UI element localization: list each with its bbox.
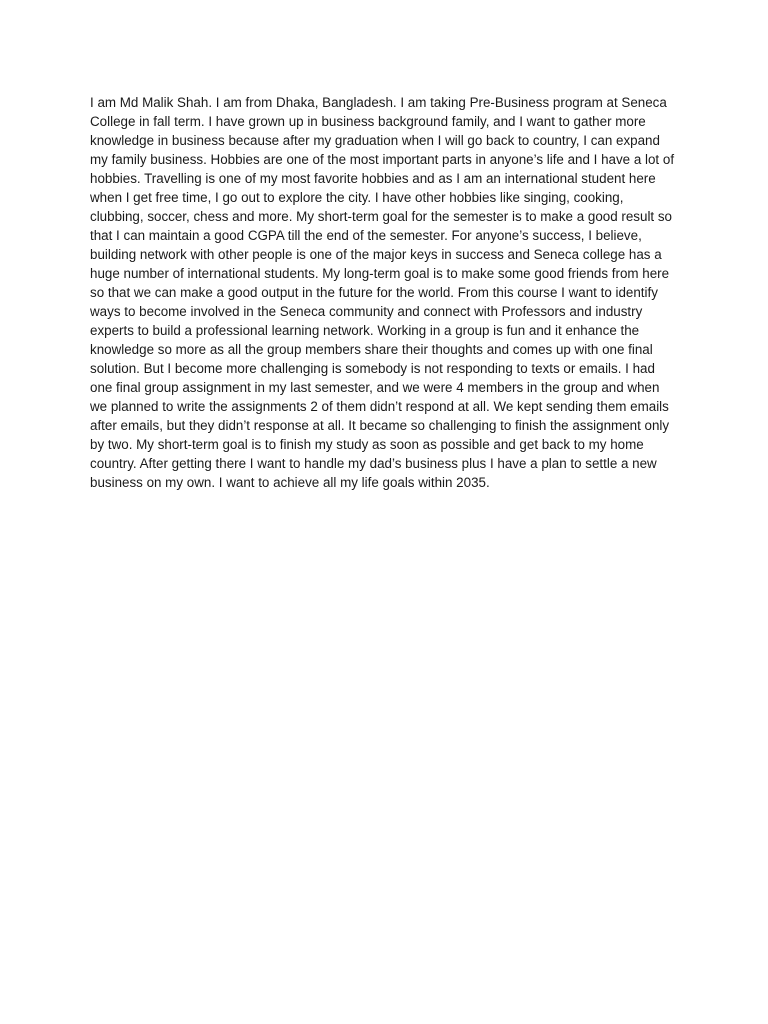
body-paragraph: I am Md Malik Shah. I am from Dhaka, Bangladesh. I am taking Pre-Business program at Seneca College in fall term. I have grown up in business background family, and I want to gather more knowledge in business because after my graduation when I will go back to country, I can expand my family business. Hobbies are one of the most important parts in anyone’s life and I have a lot of hobbies. Travelling is one of my most favorite hobbies and as I am an international student here when I get free time, I go out to explore the city. I have other hobbies like singing, cooking, clubbing, soccer, chess and more. My short-term goal for the semester is to make a good result so that I can maintain a good CGPA till the end of the semester. For anyone’s success, I believe, building network with other people is one of the major keys in success and Seneca college has a huge number of international students. My long-term goal is to make some good friends from here so that we can make a good output in the future for the world. From this course I want to identify ways to become involved in the Seneca community and connect with Professors and industry experts to build a professional learning network. Working in a group is fun and it enhance the knowledge so more as all the group members share their thoughts and comes up with one final solution. But I become more challenging is somebody is not responding to texts or emails. I had one final group assignment in my last semester, and we were 4 members in the group and when we planned to write the assignments 2 of them didn’t respond at all. We kept sending them emails after emails, but they didn’t response at all. It became so challenging to finish the assignment only by two. My short-term goal is to finish my study as soon as possible and get back to my home country. After getting there I want to handle my dad’s business plus I have a plan to settle a new business on my own. I want to achieve all my life goals within 2035.	[90, 95, 675, 490]
